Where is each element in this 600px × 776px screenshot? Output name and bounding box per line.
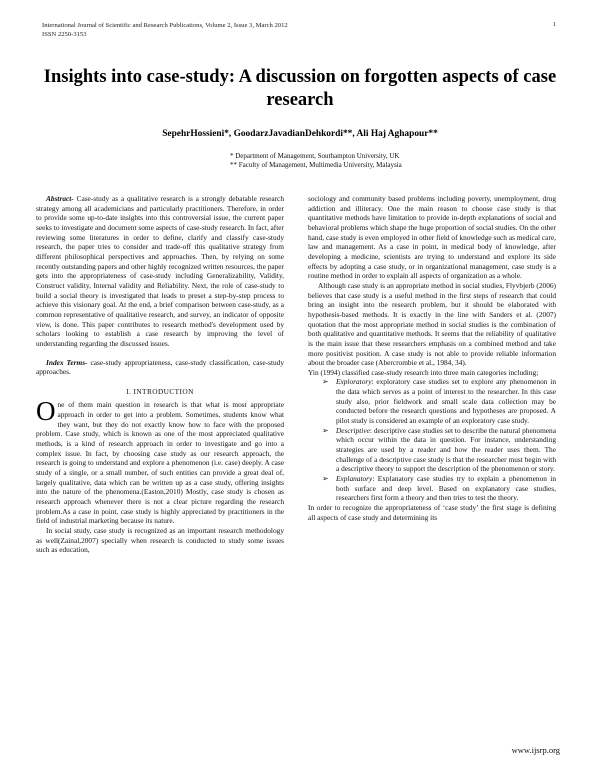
list-item-term: Descriptive [336,425,370,435]
footer-website: www.ijsrp.org [511,745,560,755]
abstract-text: Case-study as a qualitative research is a strongly debatable research strategy among all academicians and particularly practitioners. Therefore, in order to provide some up-to-date insights into this controversial issue, the current paper seeks to investigate and document some aspects of case-study research. In fact, after reviewing some literatures in order to define, clarify and classify case-study research, the paper tries to consider and trade-off this qualitative strategy from different philosophical perspectives and approaches. Then, by relying on some recently outstanding papers and other highly recognized written resources, the paper gets into the appropriateness of case-study including Generalizability, Validity, Construct validity, Internal validity and Reliability. Next, the role of case-study to build a social theory is investigated that leads to preset a step-by-step process to achieve this visionary goal. At the end, a brief comparison between case-study, as a common representative of qualitative research, and survey, an indicator of opposite view, is done. This paper contributes to research method's development used by scholars looking to establish a case research by improving the level of understanding regarding the discussed issues. [36,194,284,348]
intro-paragraph-2: In social study, case study is recognized as an important research methodology as well(Zainal,2007) specially when research is conducted to study some issues such as education, [36,526,284,555]
list-item-term: Exploratory [336,377,372,387]
list-item-term: Explanatory [336,474,373,484]
col2-paragraph-4: In order to recognize the appropriateness of ‘case study’ the first stage is defining all aspects of case study and determining its [308,503,556,522]
list-item-body [336,426,556,474]
list-item-text: : descriptive case studies set to describe the natural phenomena which occur within the data in question. For instance, understanding strategies are used by a reader and how the reader uses them. The challenge of a descriptive case study is that the researcher must begin with a descriptive theory to support the description of the phenomenon or story. [336,425,556,474]
list-item-text: : exploratory case studies set to explore any phenomenon in the data which serves as a point of interest to the researcher. In this case study also, prior fieldwork and small scale data collection may be conducted before the research questions and hypotheses are proposed. A pilot study is considered an example of an exploratory case study. [336,377,556,426]
paper-title: Insights into case-study: A discussion on forgotten aspects of case research [43,67,557,110]
journal-line: International Journal of Scientific and Research Publications, Volume 2, Issue 3, March 2012 [42,22,288,29]
section-heading-introduction: I. INTRODUCTION [126,386,194,396]
left-column [36,194,284,555]
affiliation-1: * Department of Management, Southampton University, UK [230,152,400,160]
affiliations [230,152,402,171]
intro-paragraph-1-text: ne of them main question in research is that what is most appropriate approach in order to get into a problem. Sometimes, students know what they want, but they do not exactly know how to face with the proposed problem. Case study, which is known as one of the most appreciated qualitative methods, is a kind of research approach in order to investigate and go into a complex issue. In fact, by choosing case study as our research approach, the research is going to understand and explore a phenomenon (i.e. case) deeply. A case study of a single, or a small number, of such entities can provide a great deal of, largely qualitative, data which can be written up as a case study, offering insights into the nature of the phenomena.(Easton,2010) Mostly, case study is chosen as research approach whenever there is not a clear picture regarding the research problem.As a case in point, case study is highly appreciated by practitioners in the field of industrial marketing because its nature. [36,400,284,526]
col2-paragraph-2: Although case study is an appropriate method in social studies, Flyvbjerb (2006) believes that case study is a useful method in the first steps of research that could bring an insight into the research problem, but it should be elaborated with hypothesis-based methods. It is exactly in the line with Sanders et al. (2007) quotation that the most appropriate method in social studies is the combination of both qualitative and quantitative methods. It seems that the reliability of qualitative is the main issue that these researchers emphasis on a combined method and take more positivist position. A case study is not able to provide reliable information about the broader case (Abercrombie et al., 1984, 34). [308,280,556,368]
intro-paragraph-1 [36,396,284,526]
list-item [322,377,556,425]
list-item [322,426,556,474]
col2-paragraph-3: Yin (1994) classified case-study research into three main categories including; [308,367,539,377]
issn-line: ISSN 2250-3153 [42,31,87,38]
arrow-bullet-icon: ➢ [322,377,329,387]
page-number: 1 [552,21,556,28]
drop-cap: O [36,396,56,427]
index-terms-label: Index Terms- [46,357,88,367]
right-column [308,194,556,522]
author-list: SepehrHossieni*, GoodarzJavadianDehkordi**, Ali Haj Aghapour** [162,129,438,139]
index-terms-text: case-study appropriateness, case-study classification, case-study approaches. [36,357,285,377]
index-terms [36,358,284,377]
abstract [36,194,284,349]
running-header [42,21,288,39]
col2-paragraph-1: sociology and community based problems including poverty, unemployment, drug addiction and illiteracy. One the main reason to choose case study is that quantitative methods have limitation to provide in-depth explanations of social and behavioral problems which shape the huge proportion of social studies. On the other hand, case study is even employed in other field of knowledge such as medical care, law and management. As a case in point, in medical body of knowledge, after developing a medicine, scientists are trying to understand and explore its side effects by adopting a case study, or in organizational management, case study is a routine method in order to explain all aspects of organization as a whole. [308,194,556,281]
affiliation-2: ** Faculty of Management, Multimedia University, Malaysia [230,161,402,170]
arrow-bullet-icon: ➢ [322,425,329,435]
abstract-label: Abstract- [46,194,74,203]
list-item-body [336,377,556,425]
list-item-body [336,474,556,503]
arrow-bullet-icon: ➢ [322,474,329,484]
list-item-text: : Explanatory case studies try to explain a phenomenon in both surface and deep level. Based on explanatory case studies, researchers first form a theory and then tries to test the theory. [336,474,556,503]
list-item [322,474,556,503]
